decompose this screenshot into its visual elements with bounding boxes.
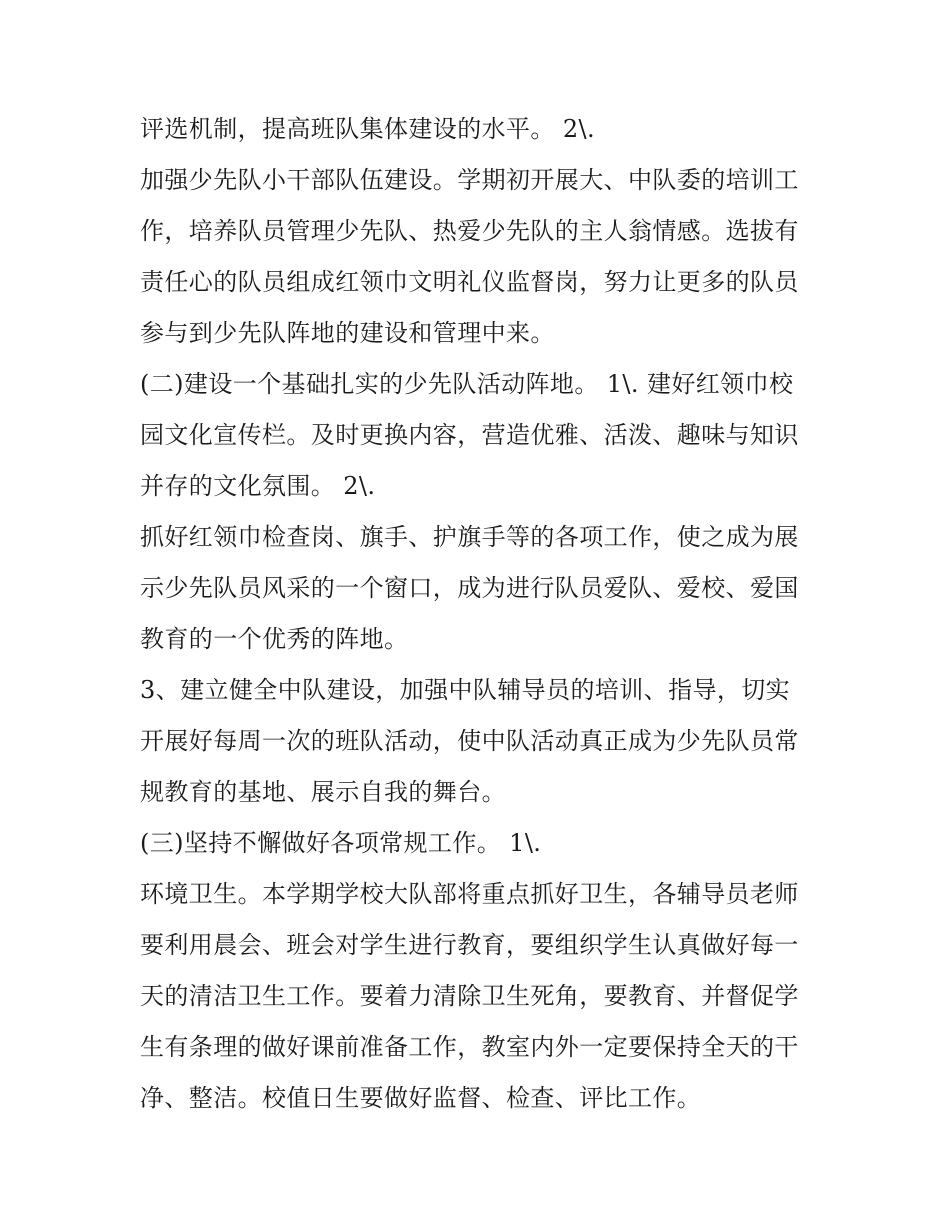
text-line: 园文化宣传栏。及时更换内容，营造优雅、活泼、趣味与知识 (140, 421, 799, 449)
text-line: 3、建立健全中队建设，加强中队辅导员的培训、指导，切实 (140, 676, 791, 704)
text-line: 抓好红领巾检查岗、旗手、护旗手等的各项工作，使之成为展 (140, 523, 799, 551)
text-line: 作，培养队员管理少先队、热爱少先队的主人翁情感。选拔有 (140, 217, 799, 245)
text-line: 天的清洁卫生工作。要着力清除卫生死角，要教育、并督促学 (140, 982, 799, 1010)
text-line: 环境卫生。本学期学校大队部将重点抓好卫生，各辅导员老师 (140, 880, 799, 908)
text-line: 责任心的队员组成红领巾文明礼仪监督岗，努力让更多的队员 (140, 268, 799, 296)
text-line: 生有条理的做好课前准备工作，教室内外一定要保持全天的干 (140, 1033, 799, 1061)
text-line: 规教育的基地、展示自我的舞台。 (140, 778, 506, 806)
text-line: 教育的一个优秀的阵地。 (140, 625, 409, 653)
text-line: 示少先队员风采的一个窗口，成为进行队员爱队、爱校、爱国 (140, 574, 799, 602)
text-line: 并存的文化氛围。 2\. (140, 472, 376, 500)
text-line: 净、整洁。校值日生要做好监督、检查、评比工作。 (140, 1084, 702, 1112)
text-line: 要利用晨会、班会对学生进行教育，要组织学生认真做好每一 (140, 931, 799, 959)
document-body (140, 104, 820, 1124)
text-line: 评选机制，提高班队集体建设的水平。 2\. (140, 115, 596, 143)
text-line: (三)坚持不懈做好各项常规工作。 1\. (140, 829, 542, 857)
text-line: 参与到少先队阵地的建设和管理中来。 (140, 319, 555, 347)
text-line: (二)建设一个基础扎实的少先队活动阵地。 1\. 建好红领巾校 (140, 370, 794, 398)
text-line: 加强少先队小干部队伍建设。学期初开展大、中队委的培训工 (140, 166, 799, 194)
text-line: 开展好每周一次的班队活动，使中队活动真正成为少先队员常 (140, 727, 799, 755)
